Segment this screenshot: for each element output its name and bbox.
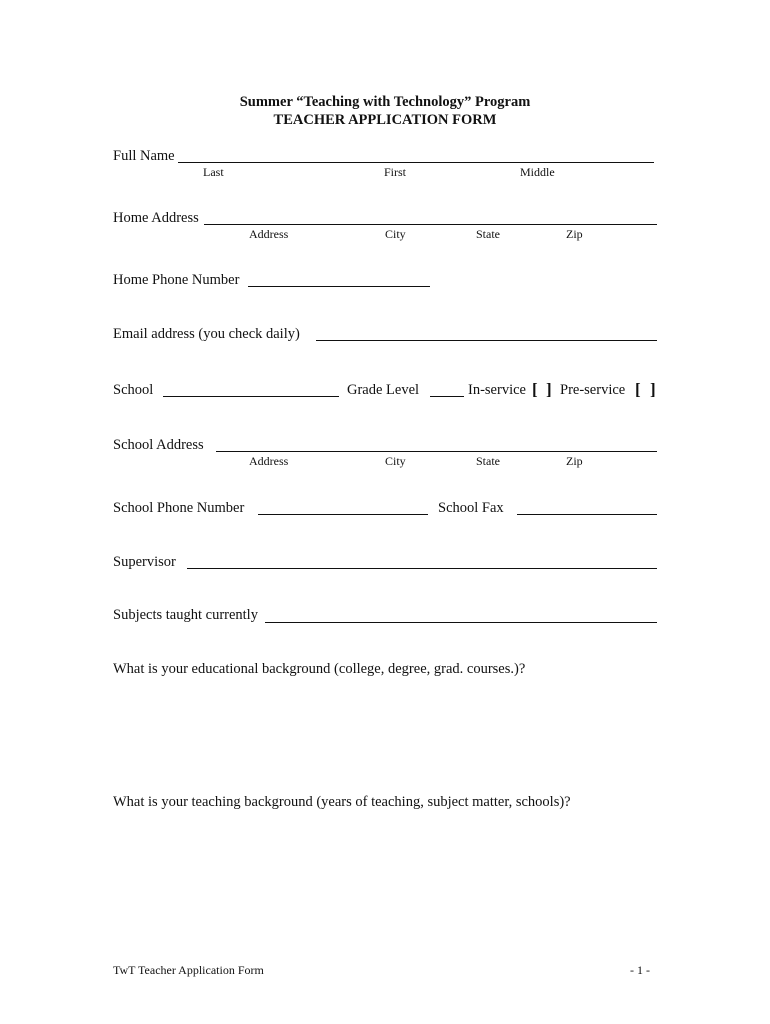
email-label: Email address (you check daily) [113,326,300,342]
school-fax-line[interactable] [517,514,657,515]
form-title-line2: TEACHER APPLICATION FORM [273,112,497,128]
school-fax-label: School Fax [438,500,504,516]
home-address-sub-state: State [476,227,500,241]
supervisor-label: Supervisor [113,554,176,570]
school-address-sub-address: Address [249,454,289,468]
school-phone-label: School Phone Number [113,500,245,516]
grade-level-line[interactable] [430,396,464,397]
home-address-sub-address: Address [249,227,289,241]
inservice-bracket-open[interactable]: [ [532,380,538,399]
home-address-line[interactable] [204,224,657,225]
home-address-sub-zip: Zip [566,227,583,241]
subjects-line[interactable] [265,622,657,623]
preservice-bracket-close[interactable]: ] [650,380,656,399]
school-address-line[interactable] [216,451,657,452]
grade-level-label: Grade Level [347,382,420,398]
school-line[interactable] [163,396,339,397]
education-answer-area[interactable] [113,684,657,784]
home-phone-line[interactable] [248,286,430,287]
school-address-sub-city: City [385,454,406,468]
full-name-sub-middle: Middle [520,165,555,179]
school-address-label: School Address [113,437,204,453]
full-name-sub-first: First [384,165,407,179]
email-line[interactable] [316,340,657,341]
education-question: What is your educational background (college, degree, grad. courses.)? [113,661,526,677]
school-address-sub-zip: Zip [566,454,583,468]
teaching-answer-area[interactable] [113,818,657,948]
home-address-sub-city: City [385,227,406,241]
footer-page-number: - 1 - [630,963,650,977]
inservice-bracket-close[interactable]: ] [546,380,552,399]
school-address-sub-state: State [476,454,500,468]
full-name-sub-last: Last [203,165,224,179]
preservice-label: Pre-service [560,382,626,398]
inservice-label: In-service [468,382,526,398]
supervisor-line[interactable] [187,568,657,569]
footer-form-name: TwT Teacher Application Form [113,963,264,977]
subjects-label: Subjects taught currently [113,607,258,623]
school-label: School [113,382,154,398]
home-address-label: Home Address [113,210,199,226]
home-phone-label: Home Phone Number [113,272,240,288]
form-title-line1: Summer “Teaching with Technology” Program [239,94,531,110]
preservice-bracket-open[interactable]: [ [635,380,641,399]
teaching-question: What is your teaching background (years of teaching, subject matter, schools)? [113,794,571,810]
full-name-label: Full Name [113,148,175,164]
full-name-line[interactable] [178,162,654,163]
school-phone-line[interactable] [258,514,428,515]
